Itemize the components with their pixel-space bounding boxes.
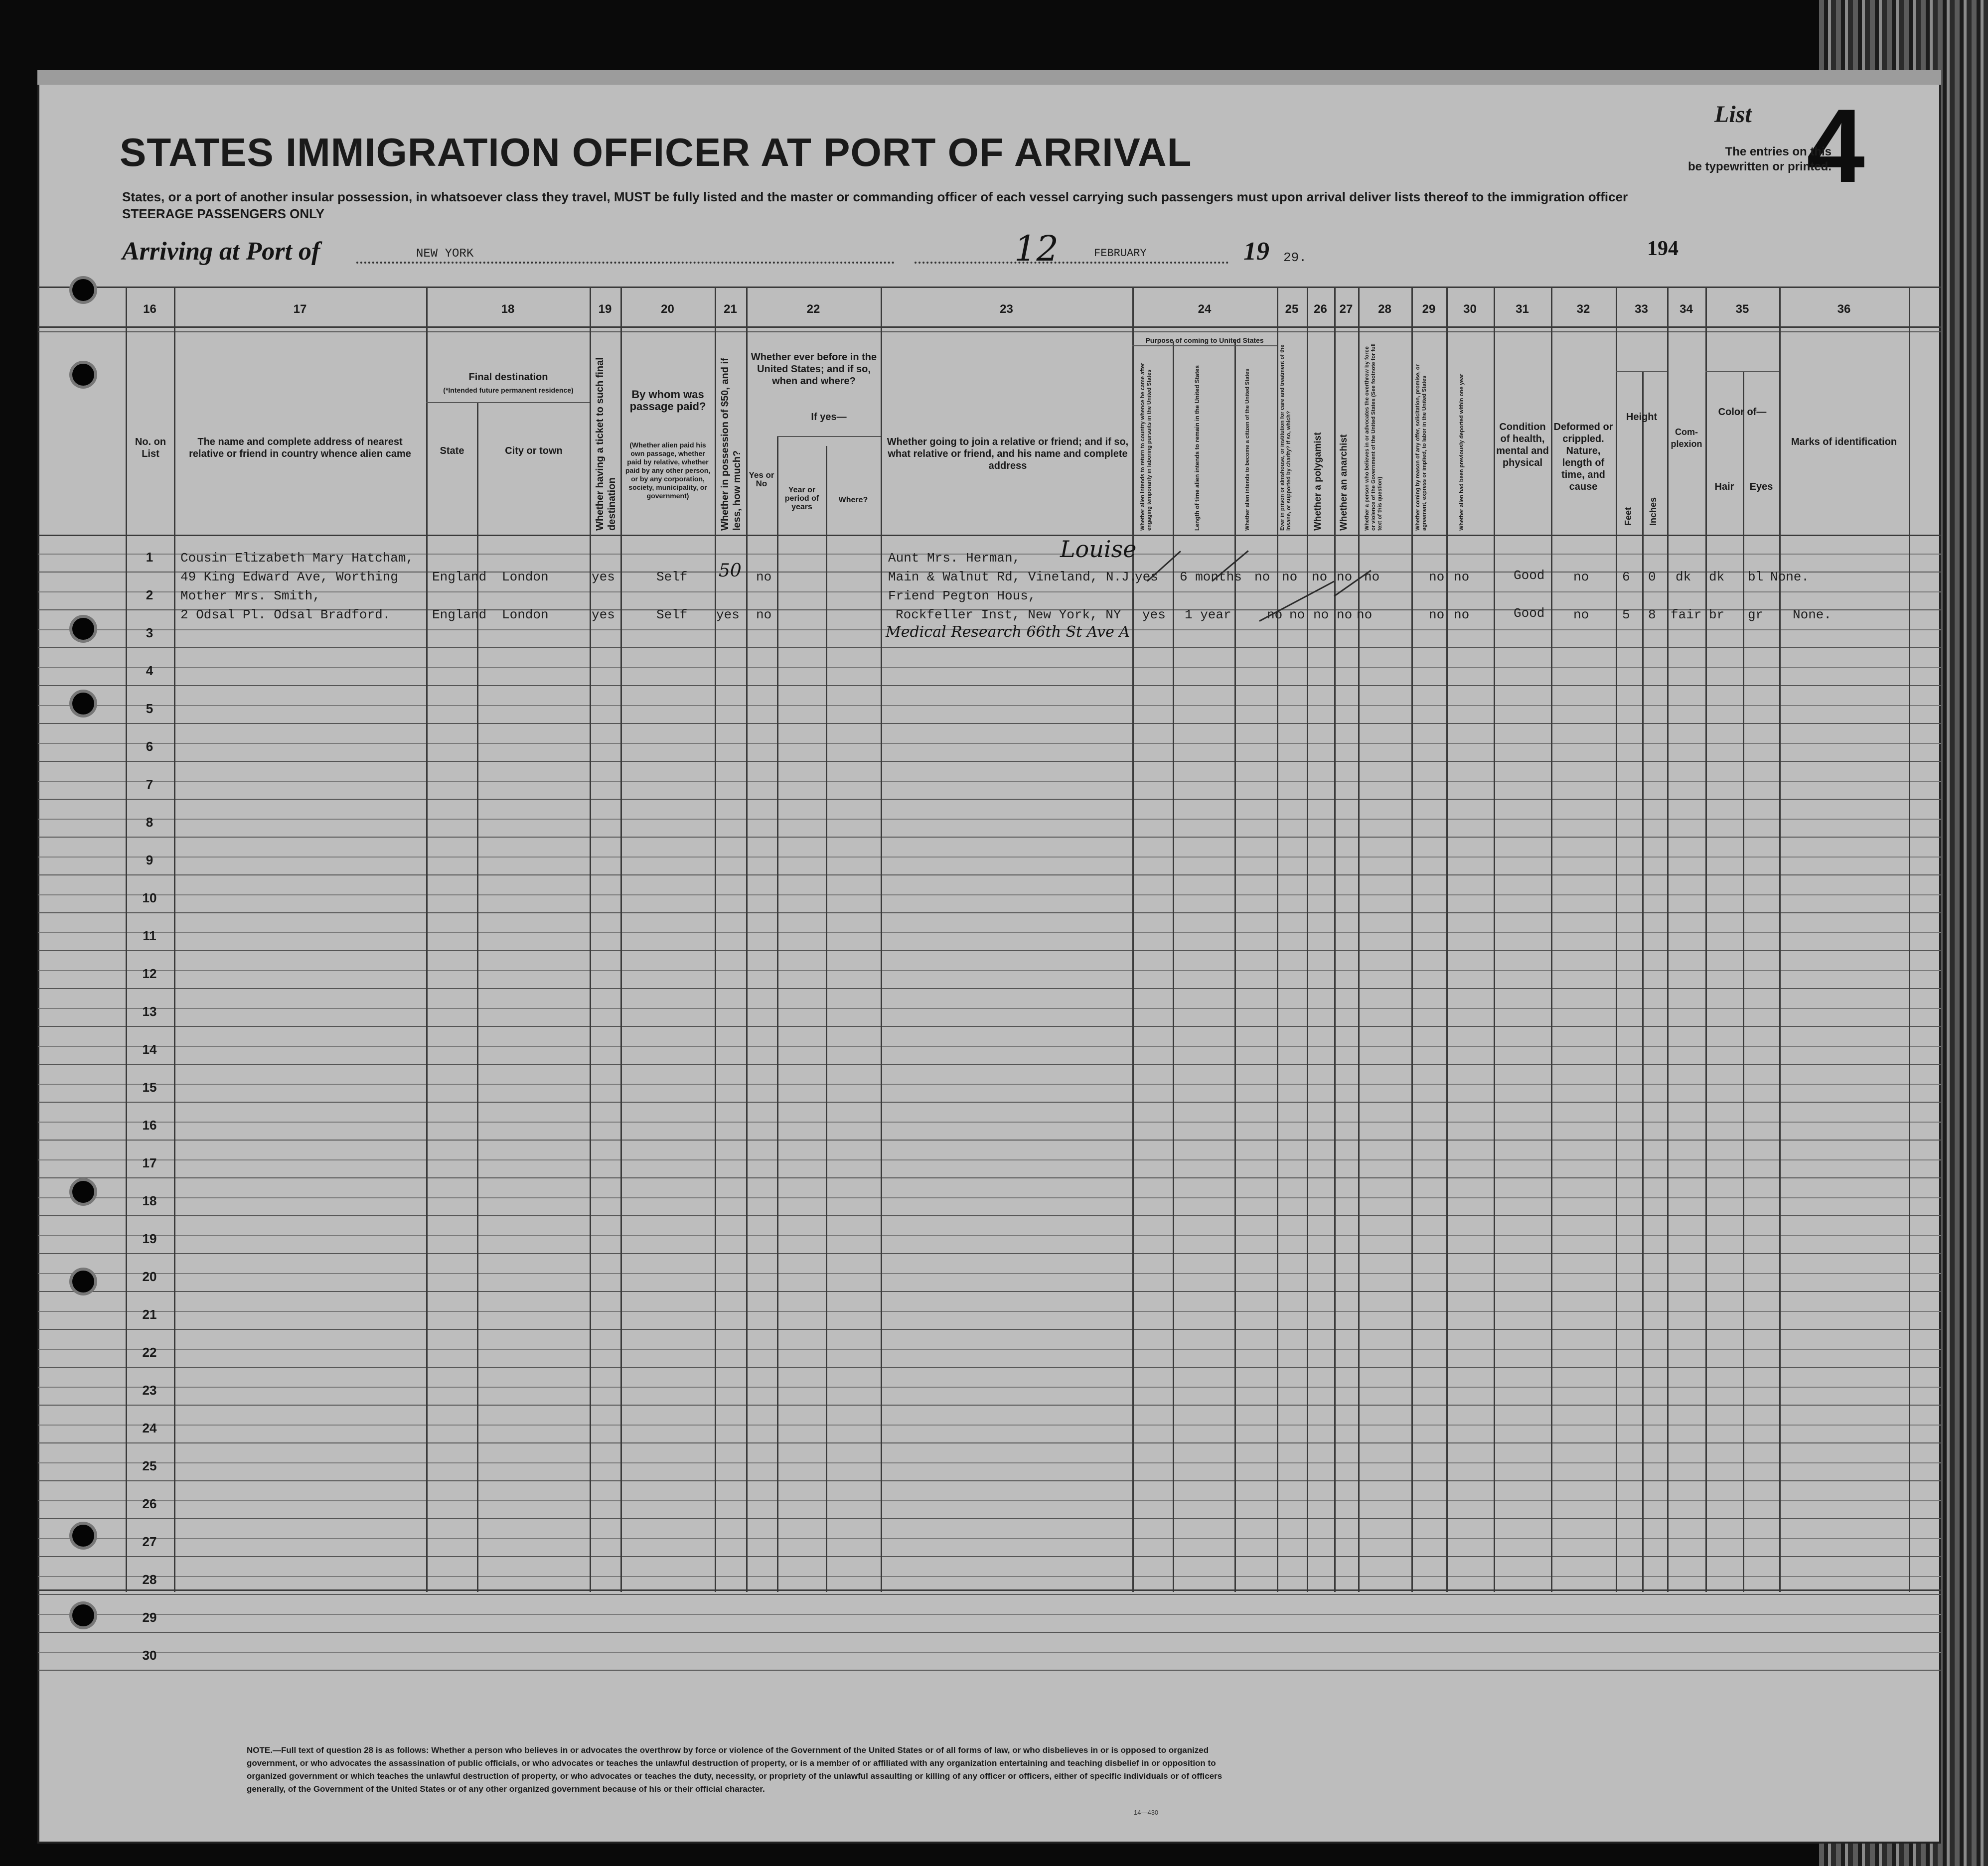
- colnum-32: 32: [1576, 302, 1590, 316]
- row1-money: 50: [719, 561, 742, 581]
- col-rule-33-inches: [1642, 371, 1644, 1592]
- row-number: 14: [142, 1042, 157, 1057]
- col-rule-21-left: [715, 287, 716, 1592]
- row2-anarchist: no: [1337, 607, 1353, 622]
- binder-hole: [72, 693, 94, 715]
- list-note: [1682, 144, 1832, 174]
- form-number: 14—430: [1134, 1809, 1159, 1816]
- hdr-where: Where?: [838, 496, 868, 504]
- row-mid-rule: [38, 1235, 1941, 1236]
- row-mid-rule: [38, 970, 1941, 971]
- row2-join-line2: Rockfeller Inst, New York, NY: [896, 607, 1121, 622]
- colnum-16: 16: [143, 302, 156, 316]
- row1-hair: dk: [1709, 570, 1725, 584]
- row-rule: [38, 1253, 1941, 1254]
- col-rule-22-yes: [777, 436, 778, 1592]
- row-mid-rule: [38, 932, 1941, 933]
- row-mid-rule: [38, 781, 1941, 782]
- row-rule: [38, 723, 1941, 724]
- hdr-eyes: Eyes: [1749, 481, 1773, 492]
- col-rule-24-left: [1132, 287, 1134, 1592]
- row2-deformed: no: [1573, 607, 1589, 622]
- hdr-purpose-length: Length of time alien intends to remain in the United States: [1194, 365, 1201, 531]
- row-rule: [38, 950, 1941, 951]
- row-rule: [38, 837, 1941, 838]
- row-mid-rule: [38, 857, 1941, 858]
- row-mid-rule: [38, 1652, 1941, 1653]
- colnum-30: 30: [1463, 302, 1477, 316]
- hdr-prison: Ever in prison or almshouse, or institution for care and treatment of the insane, or supported by charity? If so, which?: [1279, 344, 1292, 531]
- hdr-inches: Inches: [1648, 497, 1658, 526]
- table-top-rule: [38, 287, 1941, 288]
- row2-inches: 8: [1648, 607, 1656, 622]
- col-rule-19-left: [590, 287, 591, 1592]
- row-rule: [38, 1367, 1941, 1368]
- row2-q30: no: [1454, 607, 1470, 622]
- col-rule-36-left: [1779, 287, 1781, 1592]
- hdr-no-on-list: No. on List: [135, 436, 166, 459]
- intro-text: [122, 188, 1628, 222]
- row1-join-line2: Main & Walnut Rd, Vineland, N.J.: [888, 570, 1137, 584]
- row1-length: 6 months: [1180, 570, 1242, 584]
- row-mid-rule: [38, 705, 1941, 706]
- col-rule-29-left: [1411, 287, 1413, 1592]
- row-number: 19: [142, 1231, 157, 1246]
- row-rule: [38, 988, 1941, 989]
- row-number: 12: [142, 966, 157, 981]
- row-mid-rule: [38, 1084, 1941, 1085]
- hdr-q28: Whether a person who believes in or advocates the overthrow by force or violence of the Government of the United States (See footnote for full text of this question): [1364, 343, 1383, 531]
- hdr-anarchist: Whether an anarchist: [1339, 434, 1349, 531]
- manifest-page: [37, 70, 1941, 1844]
- row-number: 18: [142, 1193, 157, 1208]
- month-value: FEBRUARY: [1094, 247, 1147, 260]
- row-number: 21: [142, 1307, 157, 1322]
- intro-line-2: STEERAGE PASSENGERS ONLY: [122, 206, 324, 221]
- col-rule-17-left: [174, 287, 175, 1592]
- table-bottom-rule: [38, 1589, 1941, 1591]
- row2-polygamist: no: [1313, 607, 1329, 622]
- row-rule: [38, 1291, 1941, 1292]
- row2-before: no: [756, 607, 772, 622]
- hdr-marks: Marks of identification: [1791, 436, 1897, 447]
- row-number: 13: [142, 1004, 157, 1019]
- row-number: 15: [142, 1080, 157, 1095]
- row2-state: England: [432, 607, 487, 622]
- row-number: 7: [146, 777, 153, 792]
- colnum-18: 18: [501, 302, 515, 316]
- hdr-year-period: Year or period of years: [784, 486, 819, 511]
- binder-hole: [72, 618, 94, 640]
- row2-marks: None.: [1793, 607, 1832, 622]
- list-label: List: [1714, 101, 1752, 128]
- binder-hole: [72, 1271, 94, 1292]
- col-rule-24c: [1234, 341, 1236, 1592]
- row2-length: 1 year: [1185, 607, 1231, 622]
- row2-q29: no: [1429, 607, 1445, 622]
- row2-city: London: [502, 607, 549, 622]
- row-rule: [38, 912, 1941, 913]
- colnum-35: 35: [1735, 302, 1749, 316]
- hdr-hair: Hair: [1714, 481, 1734, 492]
- hdr-ticket: Whether having a ticket to such final destination: [595, 357, 617, 531]
- hdr-final-destination-note: (*Intended future permanent residence): [443, 386, 574, 394]
- row1-city: London: [502, 570, 549, 584]
- hdr-health: Condition of health, mental and physical: [1496, 422, 1549, 468]
- row-number: 24: [142, 1421, 157, 1435]
- hdr-height-rule: [1616, 371, 1667, 372]
- hdr-deformed: Deformed or crippled. Nature, length of time, and cause: [1553, 422, 1613, 492]
- col-rule-35-eyes: [1743, 371, 1744, 1592]
- row1-marks: None.: [1770, 570, 1810, 584]
- row-rule: [38, 1102, 1941, 1103]
- row-mid-rule: [38, 1273, 1941, 1274]
- row-rule: [38, 1329, 1941, 1330]
- row1-q28: no: [1364, 570, 1380, 584]
- row-number: 20: [142, 1269, 157, 1284]
- hdr-q30: Whether alien had been previously deported within one year: [1459, 374, 1465, 531]
- row1-deformed: no: [1573, 570, 1589, 584]
- hdr-height: Height: [1626, 412, 1658, 423]
- row-mid-rule: [38, 1538, 1941, 1539]
- row-mid-rule: [38, 1197, 1941, 1198]
- row1-ticket: yes: [592, 570, 615, 584]
- hdr-q29: Whether coming by reason of any offer, solicitation, promise, or agreement, express or implied, to labor in the United States: [1415, 364, 1427, 531]
- colnum-25: 25: [1285, 302, 1299, 316]
- hdr-purpose-return: Whether alien intends to return to country whence he came after engaging temporarily in laboring pursuits in the United States: [1140, 363, 1152, 531]
- row-number: 26: [142, 1496, 157, 1511]
- row2-join-line1: Friend Pegton Hous,: [888, 588, 1036, 603]
- colnum-31: 31: [1516, 302, 1529, 316]
- row-number: 10: [142, 890, 157, 905]
- hdr-yes-or-no: Yes or No: [749, 470, 774, 488]
- day-value: 12: [1014, 228, 1059, 269]
- pencil-mark-1: [1147, 551, 1181, 581]
- row-rule: [38, 1026, 1941, 1027]
- row1-feet: 6: [1622, 570, 1630, 584]
- hdr-complexion: Com- plexion: [1671, 427, 1702, 449]
- colnum-26: 26: [1314, 302, 1327, 316]
- hdr-purpose-rule: [1132, 345, 1277, 346]
- row2-return: yes: [1142, 607, 1166, 622]
- row1-return: yes: [1135, 570, 1158, 584]
- row-mid-rule: [38, 1008, 1941, 1009]
- row-mid-rule: [38, 1349, 1941, 1350]
- hdr-paid-by-note: (Whether alien paid his own passage, whether paid by relative, whether paid by any other person, or by any corporation, society, municipality, or government): [625, 441, 711, 500]
- col-rule-18-left: [426, 287, 428, 1592]
- hdr-polygamist: Whether a polygamist: [1313, 432, 1323, 531]
- row2-hair: br: [1709, 607, 1725, 622]
- hdr-relative-address: The name and complete address of nearest relative or friend in country whence alien came: [189, 436, 411, 459]
- row-mid-rule: [38, 1425, 1941, 1426]
- row-rule: [38, 874, 1941, 875]
- row1-q30: no: [1454, 570, 1470, 584]
- col-rule-34-left: [1667, 287, 1669, 1592]
- row2-q28: no: [1357, 607, 1373, 622]
- row1-prison: no: [1282, 570, 1298, 584]
- col-rule-23-left: [881, 287, 882, 1592]
- colnum-33: 33: [1635, 302, 1648, 316]
- year-suffix: 29.: [1283, 250, 1307, 265]
- hdr-feet: Feet: [1623, 507, 1633, 526]
- row-rule: [38, 1518, 1941, 1519]
- row1-q29: no: [1429, 570, 1445, 584]
- hdr-if-yes-rule: [777, 436, 881, 437]
- page-stamp-number: 194: [1647, 237, 1679, 260]
- row-number: 8: [146, 815, 153, 830]
- row1-polygamist: no: [1312, 570, 1328, 584]
- row-mid-rule: [38, 1122, 1941, 1123]
- row1-state: England: [432, 570, 487, 584]
- list-note-line-1: The entries on this: [1725, 145, 1832, 158]
- row-rule: [38, 1670, 1941, 1671]
- row-number: 16: [142, 1118, 157, 1133]
- col-rule-36-right: [1909, 287, 1910, 1592]
- header-bottom-rule: [38, 535, 1941, 536]
- row-number: 5: [146, 701, 153, 716]
- row1-join-hand: Louise: [1060, 536, 1137, 563]
- col-rule-30-left: [1446, 287, 1448, 1592]
- hdr-final-destination: Final destination: [468, 372, 548, 383]
- row-rule: [38, 1556, 1941, 1557]
- colnum-17: 17: [293, 302, 307, 316]
- row1-complexion: dk: [1676, 570, 1691, 584]
- row-mid-rule: [38, 667, 1941, 668]
- column-number-rule: [38, 326, 1941, 328]
- row1-inches: 0: [1648, 570, 1656, 584]
- row-rule: [38, 1215, 1941, 1216]
- row1-health: Good: [1514, 568, 1545, 583]
- manifest-table: [38, 287, 1941, 1663]
- binder-hole: [72, 1604, 94, 1626]
- col-rule-16-left: [126, 287, 127, 1592]
- col-rule-27-left: [1334, 287, 1336, 1592]
- colnum-28: 28: [1378, 302, 1391, 316]
- row-mid-rule: [38, 1576, 1941, 1577]
- col-rule-26-left: [1307, 287, 1308, 1592]
- row-number: 17: [142, 1155, 157, 1170]
- colnum-22: 22: [806, 302, 820, 316]
- colnum-23: 23: [1000, 302, 1013, 316]
- hdr-color-rule: [1705, 371, 1779, 372]
- row-number: 4: [146, 663, 153, 678]
- colnum-20: 20: [661, 302, 674, 316]
- row1-eyes: bl: [1748, 570, 1764, 584]
- row2-paid: Self: [656, 607, 688, 622]
- row-mid-rule: [38, 1159, 1941, 1160]
- row1-relative-line2: 49 King Edward Ave, Worthing: [180, 570, 398, 584]
- row-number: 25: [142, 1458, 157, 1473]
- hdr-possession-50: Whether in possession of $50, and if less, how much?: [720, 358, 743, 531]
- hdr-if-yes: If yes—: [811, 412, 847, 423]
- row-number: 29: [142, 1610, 157, 1625]
- date-fill-line: [915, 262, 1228, 264]
- hdr-before-in-us: Whether ever before in the United States; and if so, when and where?: [751, 352, 877, 387]
- row2-ticket: yes: [592, 607, 615, 622]
- row-rule: [38, 1177, 1941, 1178]
- row-rule: [38, 685, 1941, 686]
- row2-join-hand: Medical Research 66th St Ave A: [886, 623, 1130, 641]
- row-mid-rule: [38, 819, 1941, 820]
- row-rule: [38, 1064, 1941, 1065]
- col-rule-24b: [1173, 341, 1174, 1592]
- row-rule: [38, 647, 1941, 648]
- list-note-line-2: be typewritten or printed.: [1687, 160, 1832, 173]
- row-number: 2: [146, 587, 153, 602]
- col-rule-20-left: [620, 287, 622, 1592]
- col-rule-33-left: [1616, 287, 1617, 1592]
- row1-anarchist: no: [1337, 570, 1353, 584]
- hdr-state: State: [440, 445, 464, 456]
- col-rule-28-left: [1358, 287, 1360, 1592]
- row-mid-rule: [38, 1311, 1941, 1312]
- row-rule: [38, 1480, 1941, 1481]
- row2-complexion: fair: [1671, 607, 1702, 622]
- row-mid-rule: [38, 894, 1941, 895]
- row-number: 9: [146, 853, 153, 867]
- row1-relative-line1: Cousin Elizabeth Mary Hatcham,: [180, 551, 414, 566]
- colnum-19: 19: [598, 302, 612, 316]
- row-number: 3: [146, 625, 153, 640]
- col-rule-22-where: [826, 446, 827, 1592]
- row2-prison: no: [1289, 607, 1305, 622]
- colnum-29: 29: [1422, 302, 1436, 316]
- year-prefix: 19: [1243, 237, 1269, 266]
- row-number: 1: [146, 550, 153, 565]
- row2-money: yes: [716, 607, 740, 622]
- row1-citizen: no: [1254, 570, 1270, 584]
- hdr-purpose: Purpose of coming to United States: [1145, 336, 1264, 344]
- row1-before: no: [756, 570, 772, 584]
- row2-eyes: gr: [1748, 607, 1764, 622]
- row-number: 6: [146, 739, 153, 754]
- list-number: 4: [1807, 87, 1865, 204]
- col-rule-31-left: [1494, 287, 1495, 1592]
- row-rule: [38, 1594, 1941, 1595]
- row2-feet: 5: [1622, 607, 1630, 622]
- binder-hole: [72, 1525, 94, 1547]
- binder-hole: [72, 279, 94, 301]
- hdr-purpose-citizen: Whether alien intends to become a citizen of the United States: [1244, 368, 1250, 531]
- col-rule-25-left: [1277, 287, 1278, 1592]
- row-mid-rule: [38, 1387, 1941, 1388]
- colnum-21: 21: [724, 302, 737, 316]
- row-number: 11: [143, 928, 156, 943]
- row-mid-rule: [38, 1462, 1941, 1463]
- row-mid-rule: [38, 1046, 1941, 1047]
- row-mid-rule: [38, 743, 1941, 744]
- hdr-color-of: Color of—: [1718, 407, 1767, 418]
- row-number: 28: [142, 1572, 157, 1587]
- hdr-join-relative: Whether going to join a relative or friend; and if so, what relative or friend, and his name and complete address: [887, 436, 1129, 471]
- header-top-rule: [38, 331, 1941, 332]
- row-number: 22: [142, 1345, 157, 1360]
- row-rule: [38, 799, 1941, 800]
- row-number: 27: [142, 1534, 157, 1549]
- row-rule: [38, 1405, 1941, 1406]
- row2-relative-line1: Mother Mrs. Smith,: [180, 588, 320, 603]
- binder-hole: [72, 364, 94, 386]
- hdr-dest-split-rule: [426, 402, 590, 403]
- row-rule: [38, 1140, 1941, 1141]
- row2-health: Good: [1514, 606, 1545, 621]
- row1-join-line1: Aunt Mrs. Herman,: [888, 551, 1021, 566]
- row1-paid: Self: [656, 570, 688, 584]
- colnum-24: 24: [1198, 302, 1212, 316]
- row-number: 30: [142, 1648, 157, 1663]
- row-mid-rule: [38, 1500, 1941, 1501]
- colnum-27: 27: [1339, 302, 1353, 316]
- arriving-label: Arriving at Port of: [122, 237, 320, 266]
- row-number: 23: [142, 1383, 157, 1398]
- page-top-strip: [37, 70, 1941, 85]
- footnote-question-28: NOTE.—Full text of question 28 is as follows: Whether a person who believes in or advocates the overthrow by force or violence of the Government of the United States or of all forms of law, or who disbelieves in or is opposed to organized government, or who advocates the assassination of public officials, or who advocates or teaches the unlawful destruction of property, or is a member of or affiliated with any organization entertaining and teaching disbelief in or opposition to organized government or which teaches the unlawful destruction of property, or who advocates or teaches the duty, necessity, or propriety of the unlawful assaulting or killing of any officer or officers, either of specific individuals or of officers generally, of the Government of the United States or of any other organized government because of his or their official character.: [247, 1745, 1223, 1794]
- intro-line-1: States, or a port of another insular possession, in whatsoever class they travel, MUST be fully listed and the master or commanding officer of each vessel carrying such passengers must upon arrival deliver lists thereof to the immigration officer: [122, 189, 1628, 204]
- port-value: NEW YORK: [416, 247, 474, 261]
- hdr-paid-by: By whom was passage paid?: [629, 388, 706, 413]
- row-mid-rule: [38, 1614, 1941, 1615]
- binder-hole: [72, 1181, 94, 1203]
- page-title: STATES IMMIGRATION OFFICER AT PORT OF ARRIVAL: [120, 130, 1192, 174]
- row-rule: [38, 1442, 1941, 1443]
- row2-citizen: no: [1267, 607, 1283, 622]
- colnum-34: 34: [1680, 302, 1693, 316]
- row2-relative-line2: 2 Odsal Pl. Odsal Bradford.: [180, 607, 391, 622]
- row-rule: [38, 761, 1941, 762]
- colnum-36: 36: [1837, 302, 1851, 316]
- hdr-city: City or town: [505, 445, 563, 456]
- port-fill-line: [356, 262, 895, 264]
- row-rule: [38, 1632, 1941, 1633]
